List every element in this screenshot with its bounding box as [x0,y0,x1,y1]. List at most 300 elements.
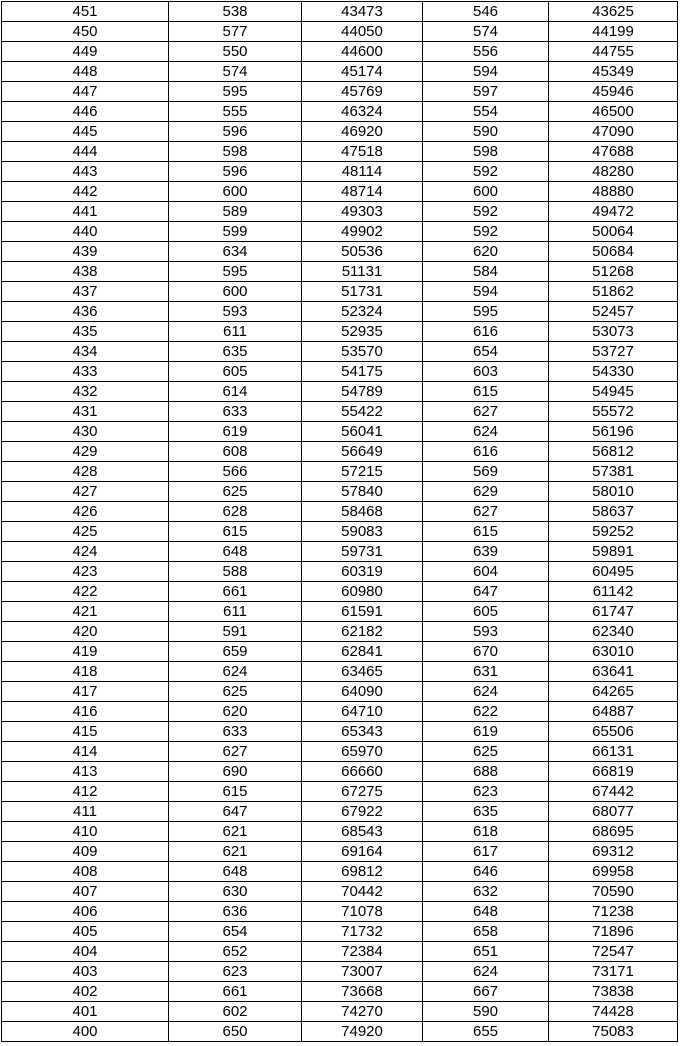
count-b-cell: 632 [423,882,549,902]
score-cell: 450 [2,22,169,42]
score-cell: 437 [2,282,169,302]
cumulative-a-cell: 44600 [302,42,423,62]
count-b-cell: 648 [423,902,549,922]
count-a-cell: 611 [169,602,302,622]
table-row [2,282,678,302]
table-row [2,62,678,82]
count-a-cell: 589 [169,202,302,222]
cumulative-a-cell: 60980 [302,582,423,602]
table-row [2,742,678,762]
table-row [2,722,678,742]
cumulative-b-cell: 48880 [549,182,678,202]
cumulative-a-cell: 64090 [302,682,423,702]
table-row [2,142,678,162]
score-cell: 434 [2,342,169,362]
table-row [2,442,678,462]
cumulative-b-cell: 65506 [549,722,678,742]
count-b-cell: 624 [423,962,549,982]
cumulative-b-cell: 54945 [549,382,678,402]
cumulative-a-cell: 53570 [302,342,423,362]
score-cell: 400 [2,1022,169,1042]
count-a-cell: 599 [169,222,302,242]
cumulative-a-cell: 48714 [302,182,423,202]
score-cell: 440 [2,222,169,242]
count-b-cell: 603 [423,362,549,382]
cumulative-b-cell: 51862 [549,282,678,302]
cumulative-b-cell: 45349 [549,62,678,82]
cumulative-a-cell: 55422 [302,402,423,422]
count-b-cell: 598 [423,142,549,162]
count-a-cell: 619 [169,422,302,442]
cumulative-b-cell: 73171 [549,962,678,982]
score-cell: 449 [2,42,169,62]
table-row [2,962,678,982]
count-a-cell: 630 [169,882,302,902]
count-a-cell: 661 [169,982,302,1002]
table-row [2,402,678,422]
score-cell: 427 [2,482,169,502]
table-row [2,322,678,342]
cumulative-b-cell: 50684 [549,242,678,262]
cumulative-b-cell: 71896 [549,922,678,942]
table-row [2,2,678,22]
cumulative-b-cell: 59252 [549,522,678,542]
table-row [2,82,678,102]
count-b-cell: 624 [423,682,549,702]
count-a-cell: 690 [169,762,302,782]
cumulative-a-cell: 49902 [302,222,423,242]
cumulative-b-cell: 47090 [549,122,678,142]
count-a-cell: 555 [169,102,302,122]
score-cell: 413 [2,762,169,782]
score-cell: 441 [2,202,169,222]
cumulative-a-cell: 69812 [302,862,423,882]
score-cell: 438 [2,262,169,282]
cumulative-b-cell: 63010 [549,642,678,662]
cumulative-a-cell: 69164 [302,842,423,862]
cumulative-a-cell: 54789 [302,382,423,402]
count-b-cell: 627 [423,402,549,422]
cumulative-b-cell: 56196 [549,422,678,442]
table-row [2,182,678,202]
count-b-cell: 654 [423,342,549,362]
table-row [2,302,678,322]
table-row [2,702,678,722]
count-b-cell: 647 [423,582,549,602]
count-a-cell: 615 [169,522,302,542]
cumulative-b-cell: 68077 [549,802,678,822]
count-b-cell: 619 [423,722,549,742]
count-a-cell: 625 [169,482,302,502]
table-row [2,942,678,962]
cumulative-a-cell: 45174 [302,62,423,82]
score-cell: 446 [2,102,169,122]
cumulative-a-cell: 62841 [302,642,423,662]
table-row [2,422,678,442]
cumulative-a-cell: 67275 [302,782,423,802]
count-a-cell: 614 [169,382,302,402]
cumulative-b-cell: 51268 [549,262,678,282]
cumulative-a-cell: 43473 [302,2,423,22]
table-row [2,862,678,882]
table-row [2,842,678,862]
score-cell: 402 [2,982,169,1002]
cumulative-b-cell: 63641 [549,662,678,682]
cumulative-b-cell: 73838 [549,982,678,1002]
cumulative-a-cell: 48114 [302,162,423,182]
table-row [2,1002,678,1022]
count-a-cell: 621 [169,842,302,862]
cumulative-b-cell: 46500 [549,102,678,122]
cumulative-a-cell: 51131 [302,262,423,282]
table-row [2,642,678,662]
score-cell: 424 [2,542,169,562]
count-a-cell: 647 [169,802,302,822]
table-row [2,462,678,482]
count-a-cell: 577 [169,22,302,42]
score-cell: 433 [2,362,169,382]
cumulative-a-cell: 72384 [302,942,423,962]
count-a-cell: 598 [169,142,302,162]
count-a-cell: 588 [169,562,302,582]
count-a-cell: 538 [169,2,302,22]
cumulative-b-cell: 58637 [549,502,678,522]
cumulative-b-cell: 52457 [549,302,678,322]
cumulative-a-cell: 46920 [302,122,423,142]
table-row [2,802,678,822]
count-a-cell: 652 [169,942,302,962]
count-a-cell: 654 [169,922,302,942]
cumulative-b-cell: 44755 [549,42,678,62]
count-a-cell: 596 [169,122,302,142]
count-b-cell: 617 [423,842,549,862]
cumulative-b-cell: 75083 [549,1022,678,1042]
cumulative-a-cell: 63465 [302,662,423,682]
cumulative-b-cell: 74428 [549,1002,678,1022]
score-cell: 401 [2,1002,169,1022]
count-b-cell: 590 [423,1002,549,1022]
cumulative-a-cell: 70442 [302,882,423,902]
count-a-cell: 595 [169,82,302,102]
cumulative-a-cell: 74920 [302,1022,423,1042]
table-row [2,562,678,582]
cumulative-a-cell: 56041 [302,422,423,442]
cumulative-b-cell: 55572 [549,402,678,422]
count-a-cell: 661 [169,582,302,602]
score-cell: 415 [2,722,169,742]
count-b-cell: 615 [423,382,549,402]
count-a-cell: 635 [169,342,302,362]
table-row [2,602,678,622]
count-b-cell: 574 [423,22,549,42]
score-cell: 416 [2,702,169,722]
cumulative-a-cell: 49303 [302,202,423,222]
count-a-cell: 636 [169,902,302,922]
table-row [2,662,678,682]
score-cell: 418 [2,662,169,682]
cumulative-b-cell: 59891 [549,542,678,562]
cumulative-a-cell: 60319 [302,562,423,582]
score-cell: 448 [2,62,169,82]
table-row [2,362,678,382]
score-cell: 432 [2,382,169,402]
count-a-cell: 659 [169,642,302,662]
cumulative-b-cell: 47688 [549,142,678,162]
cumulative-a-cell: 71732 [302,922,423,942]
score-cell: 426 [2,502,169,522]
cumulative-a-cell: 66660 [302,762,423,782]
count-a-cell: 650 [169,1022,302,1042]
count-a-cell: 615 [169,782,302,802]
cumulative-a-cell: 67922 [302,802,423,822]
cumulative-a-cell: 68543 [302,822,423,842]
score-cell: 435 [2,322,169,342]
table-row [2,582,678,602]
cumulative-b-cell: 66131 [549,742,678,762]
count-a-cell: 600 [169,282,302,302]
count-b-cell: 554 [423,102,549,122]
cumulative-b-cell: 71238 [549,902,678,922]
cumulative-b-cell: 69312 [549,842,678,862]
cumulative-a-cell: 59731 [302,542,423,562]
cumulative-a-cell: 57215 [302,462,423,482]
count-b-cell: 592 [423,222,549,242]
count-b-cell: 622 [423,702,549,722]
count-b-cell: 618 [423,822,549,842]
score-cell: 410 [2,822,169,842]
score-cell: 447 [2,82,169,102]
score-cell: 420 [2,622,169,642]
score-cell: 428 [2,462,169,482]
table-row [2,902,678,922]
table-body [2,2,678,1042]
count-b-cell: 616 [423,442,549,462]
cumulative-a-cell: 71078 [302,902,423,922]
cumulative-a-cell: 73668 [302,982,423,1002]
score-cell: 442 [2,182,169,202]
table-row [2,162,678,182]
table-row [2,682,678,702]
count-a-cell: 605 [169,362,302,382]
count-a-cell: 633 [169,402,302,422]
cumulative-b-cell: 64887 [549,702,678,722]
count-b-cell: 590 [423,122,549,142]
score-cell: 443 [2,162,169,182]
score-cell: 429 [2,442,169,462]
score-cell: 405 [2,922,169,942]
cumulative-a-cell: 51731 [302,282,423,302]
count-a-cell: 627 [169,742,302,762]
cumulative-b-cell: 69958 [549,862,678,882]
count-a-cell: 608 [169,442,302,462]
cumulative-a-cell: 54175 [302,362,423,382]
count-b-cell: 639 [423,542,549,562]
cumulative-a-cell: 52324 [302,302,423,322]
count-a-cell: 602 [169,1002,302,1022]
count-b-cell: 604 [423,562,549,582]
cumulative-b-cell: 49472 [549,202,678,222]
score-cell: 444 [2,142,169,162]
count-b-cell: 615 [423,522,549,542]
count-a-cell: 591 [169,622,302,642]
cumulative-a-cell: 46324 [302,102,423,122]
count-b-cell: 592 [423,162,549,182]
cumulative-b-cell: 62340 [549,622,678,642]
count-a-cell: 624 [169,662,302,682]
count-a-cell: 593 [169,302,302,322]
score-cell: 409 [2,842,169,862]
count-b-cell: 623 [423,782,549,802]
score-cell: 425 [2,522,169,542]
score-cell: 412 [2,782,169,802]
count-b-cell: 658 [423,922,549,942]
table-row [2,482,678,502]
table-row [2,622,678,642]
cumulative-b-cell: 61142 [549,582,678,602]
count-a-cell: 623 [169,962,302,982]
count-b-cell: 556 [423,42,549,62]
table-row [2,222,678,242]
cumulative-b-cell: 72547 [549,942,678,962]
cumulative-a-cell: 59083 [302,522,423,542]
score-cell: 436 [2,302,169,322]
count-a-cell: 596 [169,162,302,182]
cumulative-b-cell: 60495 [549,562,678,582]
count-b-cell: 625 [423,742,549,762]
cumulative-a-cell: 44050 [302,22,423,42]
count-b-cell: 651 [423,942,549,962]
score-cell: 422 [2,582,169,602]
cumulative-a-cell: 45769 [302,82,423,102]
count-a-cell: 628 [169,502,302,522]
table-row [2,502,678,522]
count-a-cell: 648 [169,862,302,882]
cumulative-a-cell: 50536 [302,242,423,262]
count-b-cell: 597 [423,82,549,102]
count-b-cell: 631 [423,662,549,682]
count-a-cell: 634 [169,242,302,262]
table-row [2,202,678,222]
score-cell: 414 [2,742,169,762]
score-cell: 406 [2,902,169,922]
table-row [2,42,678,62]
cumulative-a-cell: 65970 [302,742,423,762]
score-cell: 407 [2,882,169,902]
cumulative-a-cell: 64710 [302,702,423,722]
cumulative-b-cell: 57381 [549,462,678,482]
cumulative-b-cell: 43625 [549,2,678,22]
score-cell: 431 [2,402,169,422]
count-b-cell: 594 [423,62,549,82]
cumulative-a-cell: 74270 [302,1002,423,1022]
cumulative-a-cell: 47518 [302,142,423,162]
table-row [2,342,678,362]
count-b-cell: 670 [423,642,549,662]
table-row [2,522,678,542]
cumulative-b-cell: 58010 [549,482,678,502]
count-b-cell: 594 [423,282,549,302]
cumulative-b-cell: 45946 [549,82,678,102]
table-row [2,242,678,262]
cumulative-b-cell: 68695 [549,822,678,842]
cumulative-a-cell: 58468 [302,502,423,522]
count-a-cell: 633 [169,722,302,742]
cumulative-b-cell: 53727 [549,342,678,362]
count-b-cell: 600 [423,182,549,202]
count-a-cell: 648 [169,542,302,562]
table-row [2,762,678,782]
score-cell: 417 [2,682,169,702]
cumulative-a-cell: 57840 [302,482,423,502]
cumulative-a-cell: 56649 [302,442,423,462]
score-cell: 419 [2,642,169,662]
count-a-cell: 550 [169,42,302,62]
count-b-cell: 629 [423,482,549,502]
count-a-cell: 566 [169,462,302,482]
table-row [2,822,678,842]
cumulative-a-cell: 62182 [302,622,423,642]
count-b-cell: 688 [423,762,549,782]
count-b-cell: 620 [423,242,549,262]
count-b-cell: 646 [423,862,549,882]
count-b-cell: 546 [423,2,549,22]
count-b-cell: 655 [423,1022,549,1042]
cumulative-b-cell: 66819 [549,762,678,782]
cumulative-b-cell: 54330 [549,362,678,382]
score-cell: 451 [2,2,169,22]
count-b-cell: 627 [423,502,549,522]
table-row [2,22,678,42]
score-distribution-table [1,1,678,1042]
count-a-cell: 595 [169,262,302,282]
cumulative-b-cell: 44199 [549,22,678,42]
score-cell: 430 [2,422,169,442]
count-b-cell: 592 [423,202,549,222]
count-a-cell: 620 [169,702,302,722]
count-b-cell: 624 [423,422,549,442]
cumulative-b-cell: 53073 [549,322,678,342]
cumulative-b-cell: 70590 [549,882,678,902]
cumulative-a-cell: 61591 [302,602,423,622]
table-row [2,102,678,122]
score-cell: 408 [2,862,169,882]
count-a-cell: 621 [169,822,302,842]
count-b-cell: 595 [423,302,549,322]
cumulative-b-cell: 67442 [549,782,678,802]
table-row [2,382,678,402]
cumulative-b-cell: 56812 [549,442,678,462]
count-a-cell: 600 [169,182,302,202]
score-cell: 423 [2,562,169,582]
score-cell: 403 [2,962,169,982]
count-b-cell: 569 [423,462,549,482]
cumulative-b-cell: 50064 [549,222,678,242]
count-b-cell: 667 [423,982,549,1002]
table-row [2,262,678,282]
count-a-cell: 574 [169,62,302,82]
count-a-cell: 611 [169,322,302,342]
score-cell: 439 [2,242,169,262]
count-b-cell: 593 [423,622,549,642]
score-cell: 404 [2,942,169,962]
cumulative-a-cell: 73007 [302,962,423,982]
count-b-cell: 635 [423,802,549,822]
table-row [2,922,678,942]
table-row [2,1022,678,1042]
cumulative-a-cell: 65343 [302,722,423,742]
table-row [2,542,678,562]
table-row [2,982,678,1002]
